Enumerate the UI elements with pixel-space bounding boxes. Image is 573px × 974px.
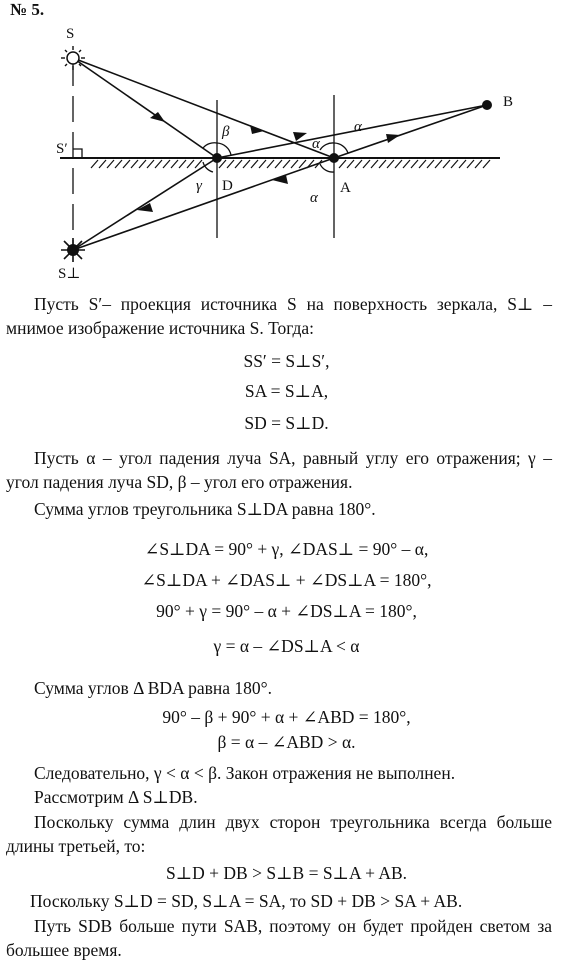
point-D — [212, 153, 222, 163]
equation-1: SS′ = S⊥S′, — [243, 351, 330, 371]
equation-5: ∠S⊥DA + ∠DAS⊥ + ∠DS⊥A = 180°, — [141, 570, 432, 590]
paragraph-6: Рассмотрим Δ S⊥DB. — [34, 787, 198, 807]
paragraph-1: Пусть S′– проекция источника S на поверхность зеркала, S⊥ – мнимое изображение источника S. Тогда: — [6, 294, 552, 338]
paragraph-4: Сумма углов Δ BDA равна 180°. — [34, 678, 273, 698]
equation-10: S⊥D + DB > S⊥B = S⊥A + AB. — [165, 863, 408, 883]
point-B — [482, 100, 492, 110]
label-B: B — [503, 94, 514, 110]
paragraph-2: Пусть α – угол падения луча SA, равный углу его отражения; γ – угол падения луча SD, β – угол его отражения. — [6, 448, 552, 492]
label-alpha-reflected: α — [354, 119, 362, 135]
ray-S-to-D — [73, 58, 217, 158]
paragraph-5: Следовательно, γ < α < β. Закон отражения не выполнен. — [34, 763, 456, 783]
label-S-perp: S⊥ — [58, 266, 81, 282]
equation-7: γ = α – ∠DS⊥A < α — [213, 636, 360, 656]
equation-9: β = α – ∠ABD > α. — [217, 732, 356, 752]
equation-6: 90° + γ = 90° – α + ∠DS⊥A = 180°, — [156, 601, 417, 621]
equation-8: 90° – β + 90° + α + ∠ABD = 180°, — [162, 707, 411, 727]
paragraph-9: Путь SDB больше пути SAB, поэтому он будет пройден светом за большее время. — [6, 916, 552, 960]
label-beta: β — [222, 124, 230, 140]
label-alpha-incident: α — [312, 136, 320, 152]
source-S-icon — [61, 46, 85, 70]
image-Sperp-icon — [61, 238, 85, 262]
mirror-reflection-figure — [0, 0, 573, 290]
ray-Sperp-to-A — [73, 158, 334, 250]
label-alpha-image: α — [310, 190, 318, 206]
problem-number: № 5. — [10, 0, 45, 19]
paragraph-7: Поскольку сумма длин двух сторон треугольника всегда больше длины третьей, то: — [6, 812, 552, 856]
paragraph-3: Сумма углов треугольника S⊥DA равна 180°. — [34, 499, 376, 519]
point-A — [329, 153, 339, 163]
label-S-prime: S′ — [56, 141, 68, 157]
equation-4: ∠S⊥DA = 90° + γ, ∠DAS⊥ = 90° – α, — [144, 539, 429, 559]
right-angle-mark — [73, 149, 82, 158]
label-S: S — [66, 26, 75, 42]
paragraph-8: Поскольку S⊥D = SD, S⊥A = SA, то SD + DB > SA + AB. — [30, 891, 463, 911]
label-A: A — [340, 180, 351, 196]
mirror-hatching — [91, 160, 490, 168]
label-D: D — [222, 178, 233, 194]
equation-3: SD = S⊥D. — [244, 413, 329, 433]
equation-2: SA = S⊥A, — [244, 381, 329, 401]
label-gamma: γ — [196, 178, 202, 194]
ray-Sperp-to-D — [73, 158, 217, 250]
